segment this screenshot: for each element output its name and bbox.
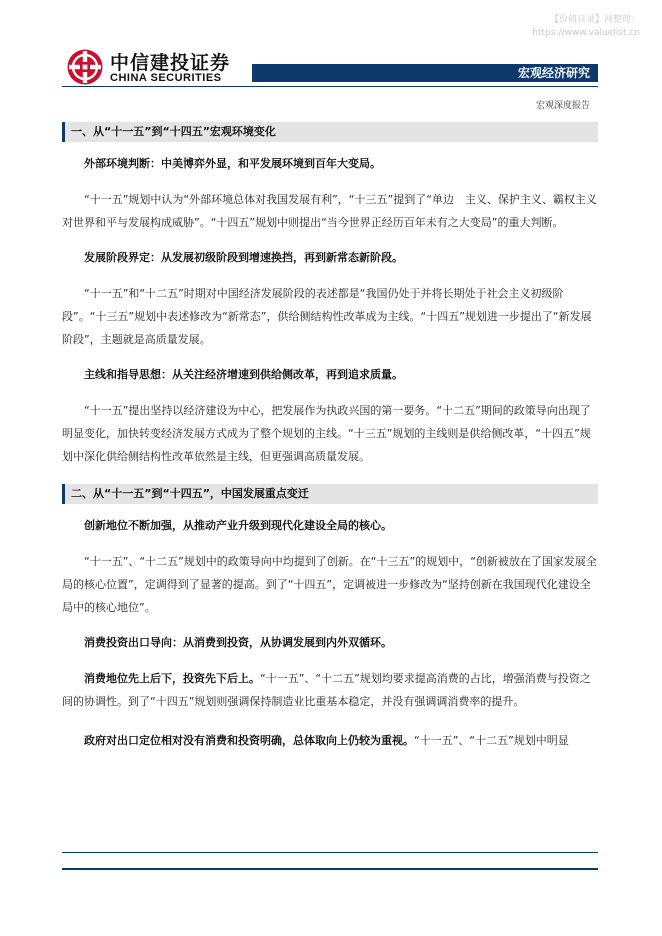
logo-name-en: CHINA SECURITIES bbox=[110, 72, 222, 84]
header-divider bbox=[62, 86, 598, 87]
footer-divider-thick bbox=[62, 868, 598, 870]
paragraph-lead: 政府对出口定位相对没有消费和投资明确，总体取向上仍较为重视。 bbox=[84, 734, 414, 747]
section-heading-1: 一、从“十一五”到“十四五”宏观环境变化 bbox=[62, 122, 598, 142]
watermark-line-1: 【价值目录】网整理： bbox=[549, 15, 640, 25]
document-body bbox=[62, 122, 598, 768]
citic-emblem-icon bbox=[66, 48, 104, 86]
report-category-bar bbox=[252, 64, 598, 82]
watermark-line-2: https://www.valuelist.cn bbox=[532, 28, 640, 38]
logo-name-cn: 中信建投证券 bbox=[110, 52, 231, 74]
paragraph-rest: “十一五”、“十二五”规划均要求提高消费的占比，增强消费与投资之间的协调性。到了“十四五”规划则强调保持制造业比重基本稳定，并没有强调调消费率的提升。 bbox=[62, 672, 591, 708]
paragraph bbox=[62, 729, 598, 752]
paragraph: “十一五”、“十二五”规划中的政策导向中均提到了创新。在“十三五”的规划中，“创新被放在了国家发展全局的核心位置”，定调得到了显著的提高。到了“十四五”，定调被进一步修改为“坚持创新在我国现代化建设全局中的核心地位”。 bbox=[62, 555, 597, 614]
footer-divider-thin bbox=[62, 852, 598, 853]
bold-heading: 主线和指导思想：从关注经济增速到供给侧改革，再到追求质量。 bbox=[84, 368, 403, 381]
paragraph-lead: 消费地位先上后下，投资先下后上。 bbox=[84, 672, 260, 685]
company-logo bbox=[66, 48, 256, 88]
paragraph: “十一五”和“十二五”时期对中国经济发展阶段的表述都是“我国仍处于并将长期处于社会主义初级阶段”。“十三五”规划中表述修改为“新常态”，供给侧结构性改革成为主线。“十四五”规划进一步提出了“新发展阶段”，主题就是高质量发展。 bbox=[62, 287, 592, 346]
bold-heading: 创新地位不断加强，从推动产业升级到现代化建设全局的核心。 bbox=[84, 519, 392, 532]
paragraph: “十一五”规划中认为“外部环境总体对我国发展有利”，“十三五”提到了“单边 主义、保护主义、霸权主义对世界和平与发展构成威胁”。“十四五”规划中则提出“当今世界正经历百年未有之大变局”的重大判断。 bbox=[62, 193, 597, 229]
bold-heading: 外部环境判断：中美博弈外显，和平发展环境到百年大变局。 bbox=[84, 157, 381, 170]
paragraph: “十一五”提出坚持以经济建设为中心，把发展作为执政兴国的第一要务。“十二五”期间的政策导向出现了明显变化，加快转变经济发展方式成为了整个规划的主线。“十三五”规划的主线则是供给侧改革，“十四五”规划中深化供给侧结构性改革依然是主线，但更强调高质量发展。 bbox=[62, 404, 591, 463]
report-type: 宏观深度报告 bbox=[535, 101, 590, 111]
bold-heading: 消费投资出口导向：从消费到投资，从协调发展到内外双循环。 bbox=[84, 636, 392, 649]
paragraph-rest: “十一五”、“十二五”规划中明显 bbox=[414, 734, 569, 747]
bold-heading: 发展阶段界定：从发展初级阶段到增速换挡，再到新常态新阶段。 bbox=[84, 251, 403, 264]
report-category: 宏观经济研究 bbox=[517, 66, 590, 80]
section-heading-2: 二、从“十一五”到“十四五”，中国发展重点变迁 bbox=[62, 484, 598, 504]
watermark bbox=[532, 14, 640, 40]
paragraph bbox=[62, 667, 598, 713]
